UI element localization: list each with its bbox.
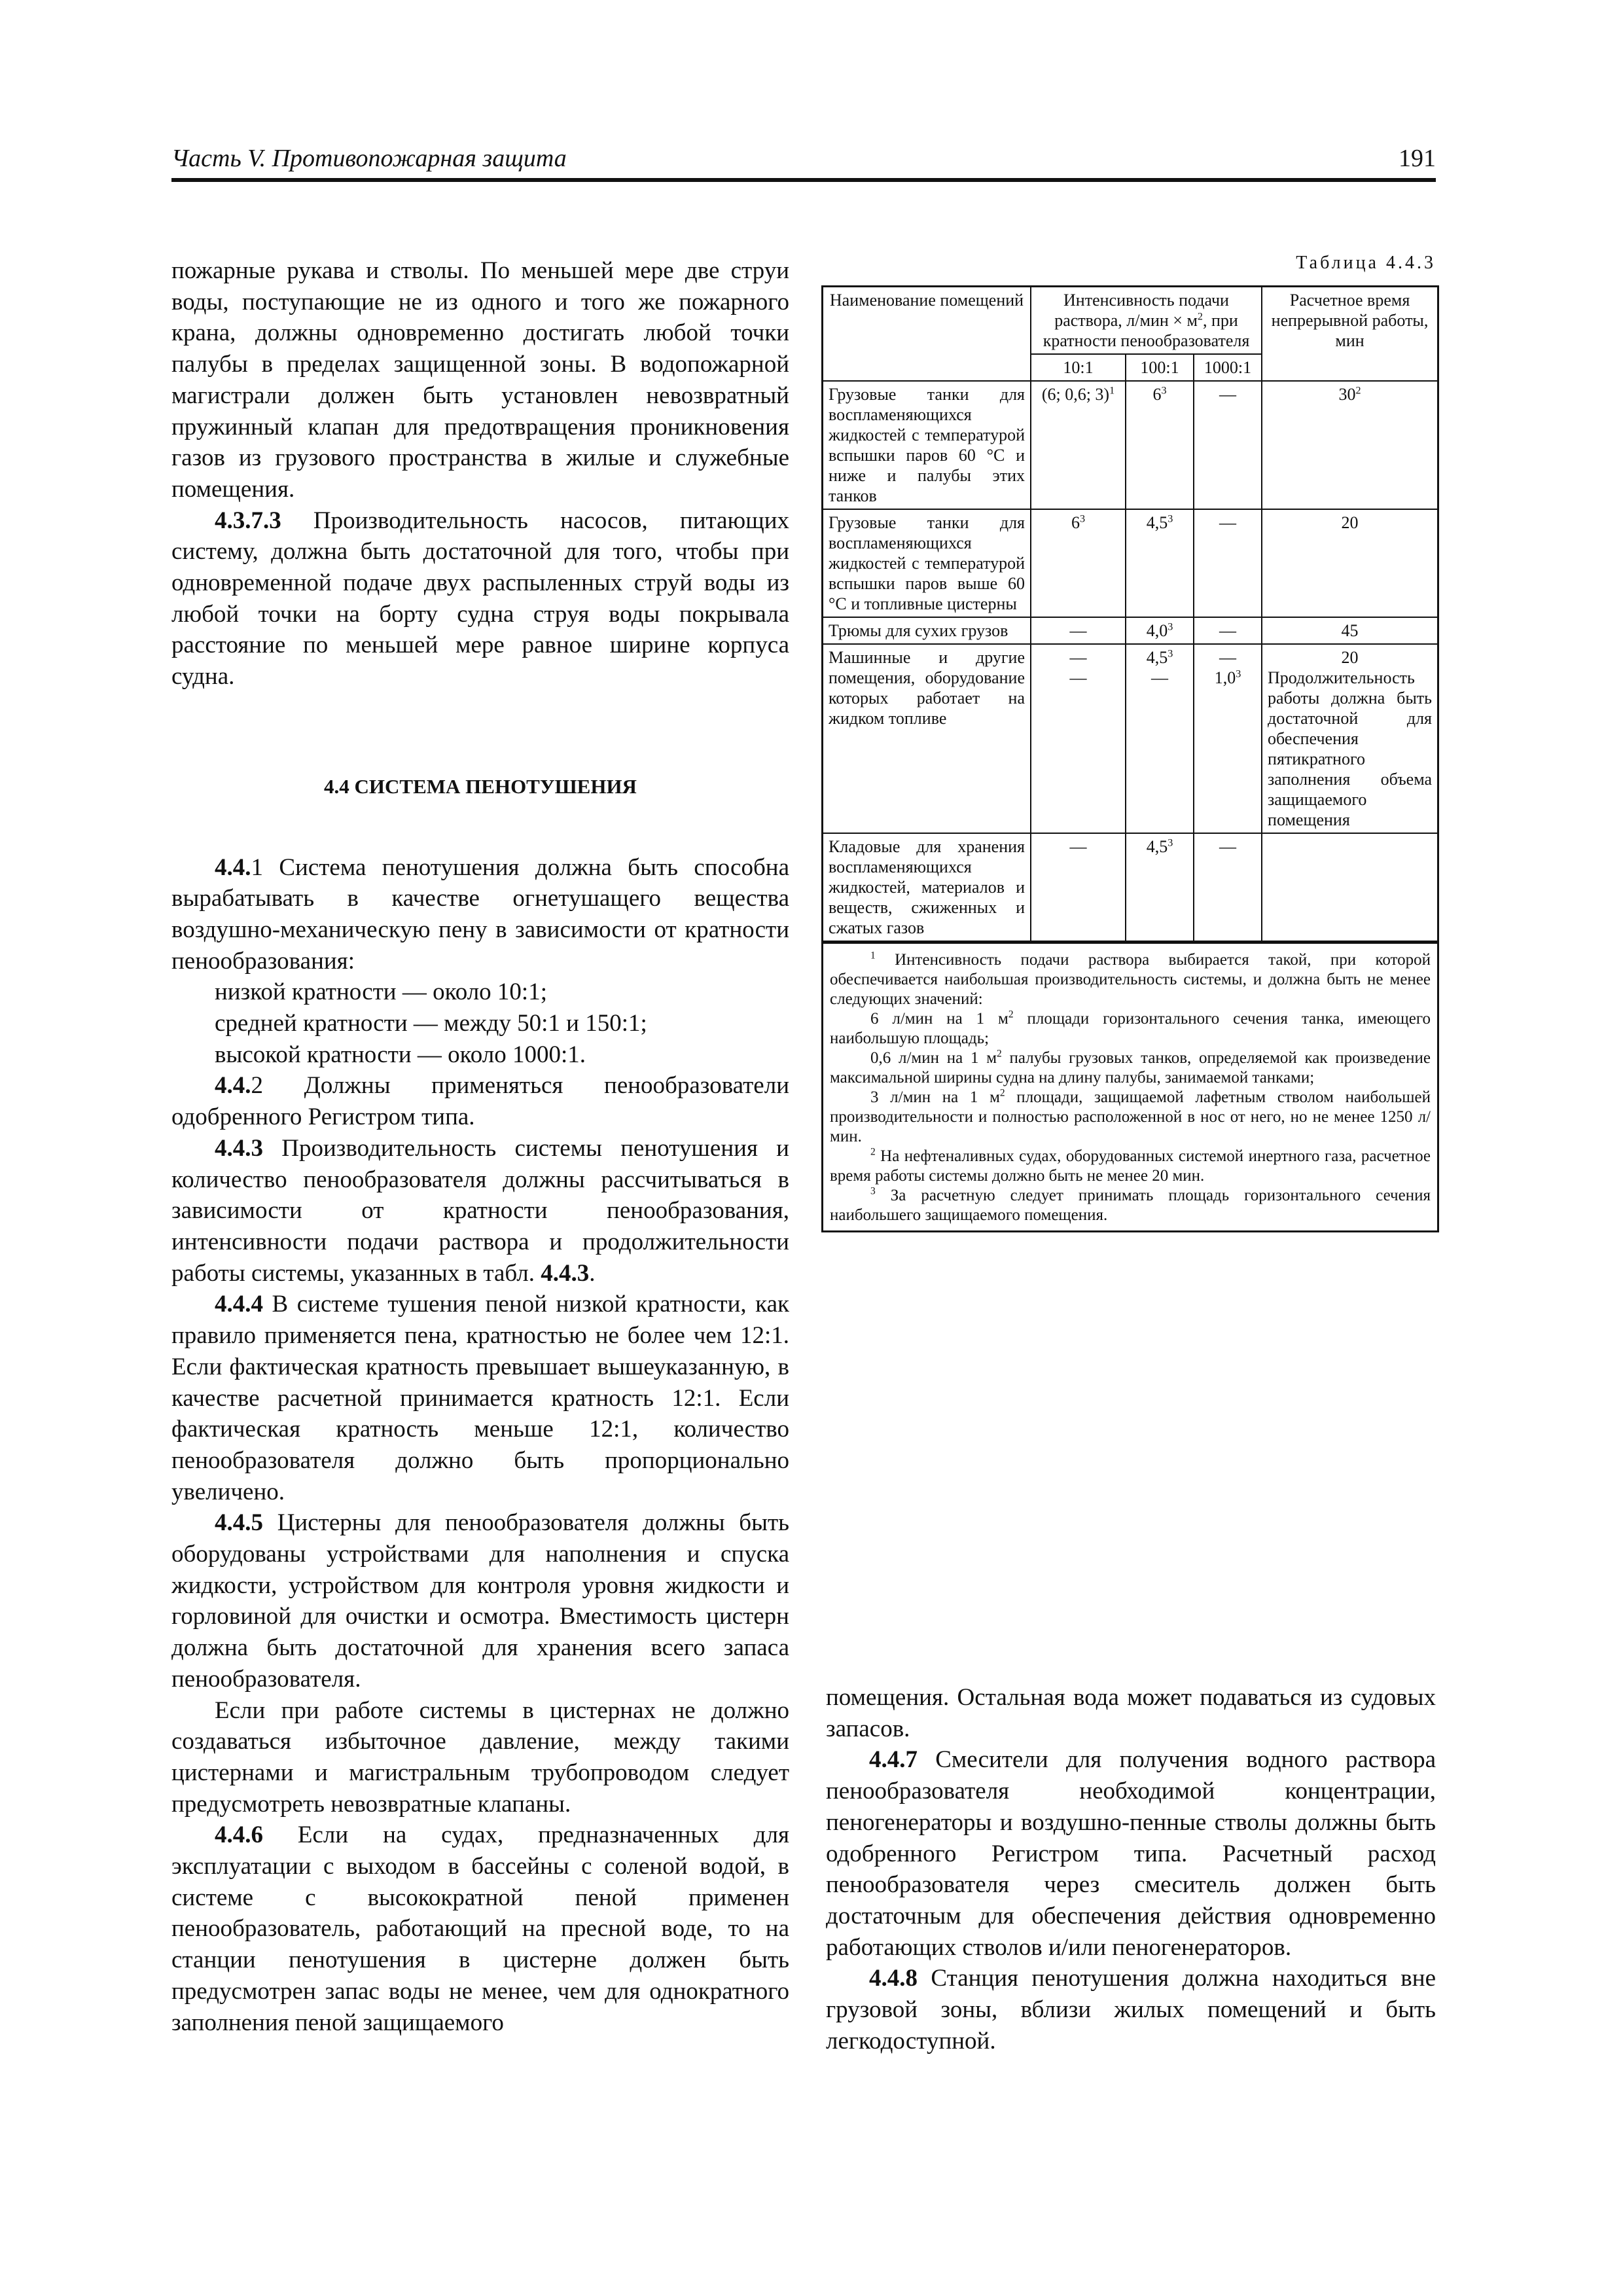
note-text: На нефтеналивных судах, оборудованных системой инертного газа, расчетное время работы системы должно быть не менее 20 мин. — [830, 1147, 1431, 1185]
table-reference: 4.4.3 — [541, 1259, 590, 1287]
table-row — [823, 381, 1437, 509]
paragraph-4-4-2 — [171, 1070, 789, 1132]
clause-number: 4.4. — [215, 853, 251, 881]
paragraph-4-4-6 — [171, 1820, 789, 2038]
superscript: 2 — [999, 1087, 1005, 1099]
cell-time: 45 — [1262, 617, 1437, 644]
clause-number: 4.4. — [215, 1072, 251, 1100]
paragraph-4-3-7-3 — [171, 505, 789, 692]
cell-k-1000: — — [1194, 617, 1262, 644]
cell-value: Продолжительность работы должна быть достаточной для обеспечения пятикратного заполнения объема защищаемого помещения — [1268, 668, 1433, 829]
cell-time — [1262, 381, 1437, 509]
clause-number: 4.4.5 — [215, 1509, 263, 1537]
table-row — [823, 644, 1437, 833]
superscript: 3 — [1079, 513, 1086, 525]
right-column — [826, 1682, 1436, 2056]
header-intensity-text: Интенсивность подачи раствора, л/мин × м — [1054, 291, 1229, 330]
cell-value: — — [1069, 648, 1087, 667]
paragraph-4-4-4 — [171, 1289, 789, 1507]
paragraph-4-4-5 — [171, 1507, 789, 1695]
clause-number: 4.3.7.3 — [215, 507, 281, 534]
cell-k-10: — — [1031, 617, 1126, 644]
note-3 — [830, 1186, 1431, 1225]
cell-k-100 — [1126, 617, 1194, 644]
table-header-row — [823, 287, 1437, 354]
header-time: Расчетное время непрерывной работы, мин — [1262, 287, 1437, 381]
note-1 — [830, 950, 1431, 1009]
superscript: 2 — [1197, 311, 1203, 323]
note-text: палубы грузовых танков, определяемой как произведение максимальной ширины судна на длину палубы, занимаемой танками; — [830, 1049, 1431, 1086]
cell-value: 4,5 — [1146, 837, 1168, 856]
cell-value-text: 4,5 — [1146, 648, 1168, 667]
note-text: площади, защищаемой лафетным стволом наибольшей производительности и полностью расположенной в нос от него, но не менее 1250 л/мин. — [830, 1088, 1431, 1145]
clause-text: Станция пенотушения должна находиться вне грузовой зоны, вблизи жилых помещений и быть легкодоступной. — [826, 1965, 1436, 2054]
cell-value: 4,5 — [1146, 513, 1168, 532]
cell-time — [1262, 833, 1437, 941]
note-text: 6 л/мин на 1 м — [870, 1010, 1008, 1028]
paragraph-4-4-1 — [171, 852, 789, 977]
cell-value: — — [1219, 648, 1237, 667]
paragraph-4-4-3 — [171, 1133, 789, 1289]
cell-k-100 — [1126, 644, 1194, 833]
clause-text: Если на судах, предназначенных для эксплуатации с выходом в бассейны с соленой водой, в системе с высокократной пеной применен пенообразователь, работающий на пресной воде, то на станции пенотушения в цистерне должен быть предусмотрен запас воды не менее, чем для однократного заполнения пеной защищаемого — [171, 1821, 789, 2036]
superscript: 2 — [997, 1048, 1002, 1060]
cell-value — [1132, 647, 1188, 668]
clause-text: Смесители для получения водного раствора пенообразователя необходимой концентрации, пеногенераторы и воздушно-пенные стволы должны быть одобренного Регистром типа. Расчетный расход пенообразователя через смеситель должен быть достаточным для обеспечения действия одновременно работающих стволов и/или пеногенераторов. — [826, 1746, 1436, 1961]
paragraph: помещения. Остальная вода может подаваться из судовых запасов. — [826, 1684, 1436, 1742]
page-number: 191 — [1399, 145, 1436, 172]
clause-number: 4.4.3 — [215, 1134, 263, 1162]
note-text: 0,6 л/мин на 1 м — [870, 1049, 997, 1067]
superscript: 3 — [1168, 648, 1173, 660]
note-marker: 1 — [870, 950, 876, 961]
cell-time: 20 — [1262, 509, 1437, 617]
clause-text-end: . — [589, 1259, 596, 1287]
header-k-1000: 1000:1 — [1194, 354, 1262, 381]
note-text: Интенсивность подачи раствора выбирается такой, при которой обеспечивается наибольшая производительность системы, и должна быть не менее следующих значений: — [830, 951, 1431, 1008]
cell-k-10: — — [1031, 833, 1126, 941]
cell-value — [1200, 668, 1256, 688]
row-name: Грузовые танки для воспламеняющихся жидкостей с температурой вспышки паров 60 °С и ниже и палубы этих танков — [823, 381, 1031, 509]
clause-text: Производительность системы пенотушения и количество пенообразователя должны рассчитываться в зависимости от кратности пенообразования, интенсивности подачи раствора и продолжительности работы системы, указанных в табл. — [171, 1134, 789, 1287]
cell-k-1000 — [1194, 644, 1262, 833]
note-1a — [830, 1009, 1431, 1049]
superscript: 3 — [1161, 385, 1167, 397]
header-name: Наименование помещений — [823, 287, 1031, 381]
superscript: 3 — [1168, 621, 1173, 633]
clause-number: 4.4.4 — [215, 1291, 263, 1318]
table-notes — [823, 942, 1437, 1230]
list-item: низкой кратности — около 10:1; — [215, 978, 547, 1006]
superscript: 3 — [1168, 513, 1173, 525]
list-item: высокой кратности — около 1000:1. — [215, 1041, 586, 1068]
cell-k-100 — [1126, 509, 1194, 617]
cell-k-100 — [1126, 381, 1194, 509]
header-k-100: 100:1 — [1126, 354, 1194, 381]
cell-k-10 — [1031, 381, 1126, 509]
paragraph: Если при работе системы в цистернах не должно создаваться избыточное давление, между такими цистернами и магистральным трубопроводом следует предусмотреть невозвратные клапаны. — [171, 1696, 789, 1818]
row-name: Грузовые танки для воспламеняющихся жидкостей с температурой вспышки паров выше 60 °С и топливные цистерны — [823, 509, 1031, 617]
table-4-4-3 — [821, 285, 1439, 1232]
cell-k-1000: — — [1194, 509, 1262, 617]
clause-number-tail: 2 — [251, 1072, 263, 1100]
clause-text: Цистерны для пенообразователя должны быть оборудованы устройствами для наполнения и спуска жидкости, устройством для контроля уровня жидкости и горловиной для очистки и осмотра. Вместимость цистерн должна быть достаточной для хранения всего запаса пенообразователя. — [171, 1509, 789, 1693]
header-intensity-text: , при кратности пенообразователя — [1043, 311, 1250, 350]
cell-k-1000: — — [1194, 833, 1262, 941]
note-text: площади горизонтального сечения танка, имеющего наибольшую площадь; — [830, 1010, 1431, 1047]
cell-value-text: 1,0 — [1214, 668, 1236, 687]
table-row — [823, 833, 1437, 941]
clause-number: 4.4.7 — [869, 1746, 918, 1774]
header-intensity — [1031, 287, 1262, 354]
note-1c — [830, 1088, 1431, 1147]
clause-text: Должны применяться пенообразователи одобренного Регистром типа. — [171, 1072, 789, 1131]
cell-k-100 — [1126, 833, 1194, 941]
clause-text: В системе тушения пеной низкой кратности, как правило применяется пена, кратностью не более чем 12:1. Если фактическая кратность превышает вышеуказанную, в качестве расчетной принимается кратность 12:1. Если фактическая кратность меньше 12:1, количество пенообразователя должно быть пропорционально увеличено. — [171, 1291, 789, 1505]
cell-value: 6 — [1152, 385, 1162, 404]
cell-value: 4,0 — [1146, 621, 1168, 640]
left-column — [171, 255, 789, 2038]
clause-text: Производительность насосов, питающих систему, должна быть достаточной для того, чтобы при одновременной подаче двух распыленных струй воды из любой точки на борту судна струя воды покрывала расстояние по меньшей мере равное ширине корпуса судна. — [171, 507, 789, 691]
clause-text: Система пенотушения должна быть способна вырабатывать в качестве огнетушащего вещества воздушно-механическую пену в зависимости от кратности пенообразования: — [171, 853, 789, 975]
note-2 — [830, 1147, 1431, 1186]
cell-value: 6 — [1071, 513, 1080, 532]
cell-value: (6; 0,6; 3) — [1041, 385, 1110, 404]
superscript: 3 — [1236, 668, 1241, 680]
cell-value: 20 — [1341, 648, 1359, 667]
row-name: Машинные и другие помещения, оборудование которых работает на жидком топливе — [823, 644, 1031, 833]
row-name: Кладовые для хранения воспламеняющихся жидкостей, материалов и веществ, сжиженных и сжатых газов — [823, 833, 1031, 941]
note-text: 3 л/мин на 1 м — [870, 1088, 1000, 1106]
note-1b — [830, 1049, 1431, 1088]
cell-k-10 — [1031, 509, 1126, 617]
running-header — [171, 144, 1436, 182]
note-marker: 3 — [870, 1185, 876, 1197]
table-row — [823, 617, 1437, 644]
superscript: 2 — [1008, 1009, 1014, 1020]
cell-k-10 — [1031, 644, 1126, 833]
superscript: 2 — [1355, 385, 1361, 397]
cell-value: — — [1151, 668, 1168, 687]
clause-number-tail: 1 — [251, 853, 263, 881]
note-marker: 2 — [870, 1146, 876, 1158]
table-row — [823, 509, 1437, 617]
paragraph: пожарные рукава и стволы. По меньшей мере две струи воды, поступающие не из одного и того же пожарного крана, должны одновременно достигать любой точки палубы в пределах защищенной зоны. В водопожарной магистрали должен быть установлен невозвратный пружинный клапан для предотвращения проникновения газов из грузового пространства в жилые и служебные помещения. — [171, 257, 789, 503]
header-title: Часть V. Противопожарная защита — [171, 145, 567, 172]
cell-time — [1262, 644, 1437, 833]
clause-number: 4.4.6 — [215, 1821, 263, 1849]
section-title: 4.4 СИСТЕМА ПЕНОТУШЕНИЯ — [324, 774, 637, 798]
table-caption: Таблица 4.4.3 — [1296, 253, 1436, 273]
superscript: 3 — [1168, 837, 1173, 849]
clause-number: 4.4.8 — [869, 1965, 918, 1992]
row-name: Трюмы для сухих грузов — [823, 617, 1031, 644]
cell-k-1000: — — [1194, 381, 1262, 509]
header-k-10: 10:1 — [1031, 354, 1126, 381]
list-item: средней кратности — между 50:1 и 150:1; — [215, 1010, 647, 1037]
note-text: За расчетную следует принимать площадь горизонтального сечения наибольшего защищаемого помещения. — [830, 1187, 1431, 1224]
paragraph-4-4-8 — [826, 1963, 1436, 2056]
cell-value: — — [1069, 668, 1087, 687]
superscript: 1 — [1109, 385, 1115, 397]
cell-value: 30 — [1338, 385, 1356, 404]
paragraph-4-4-7 — [826, 1744, 1436, 1963]
